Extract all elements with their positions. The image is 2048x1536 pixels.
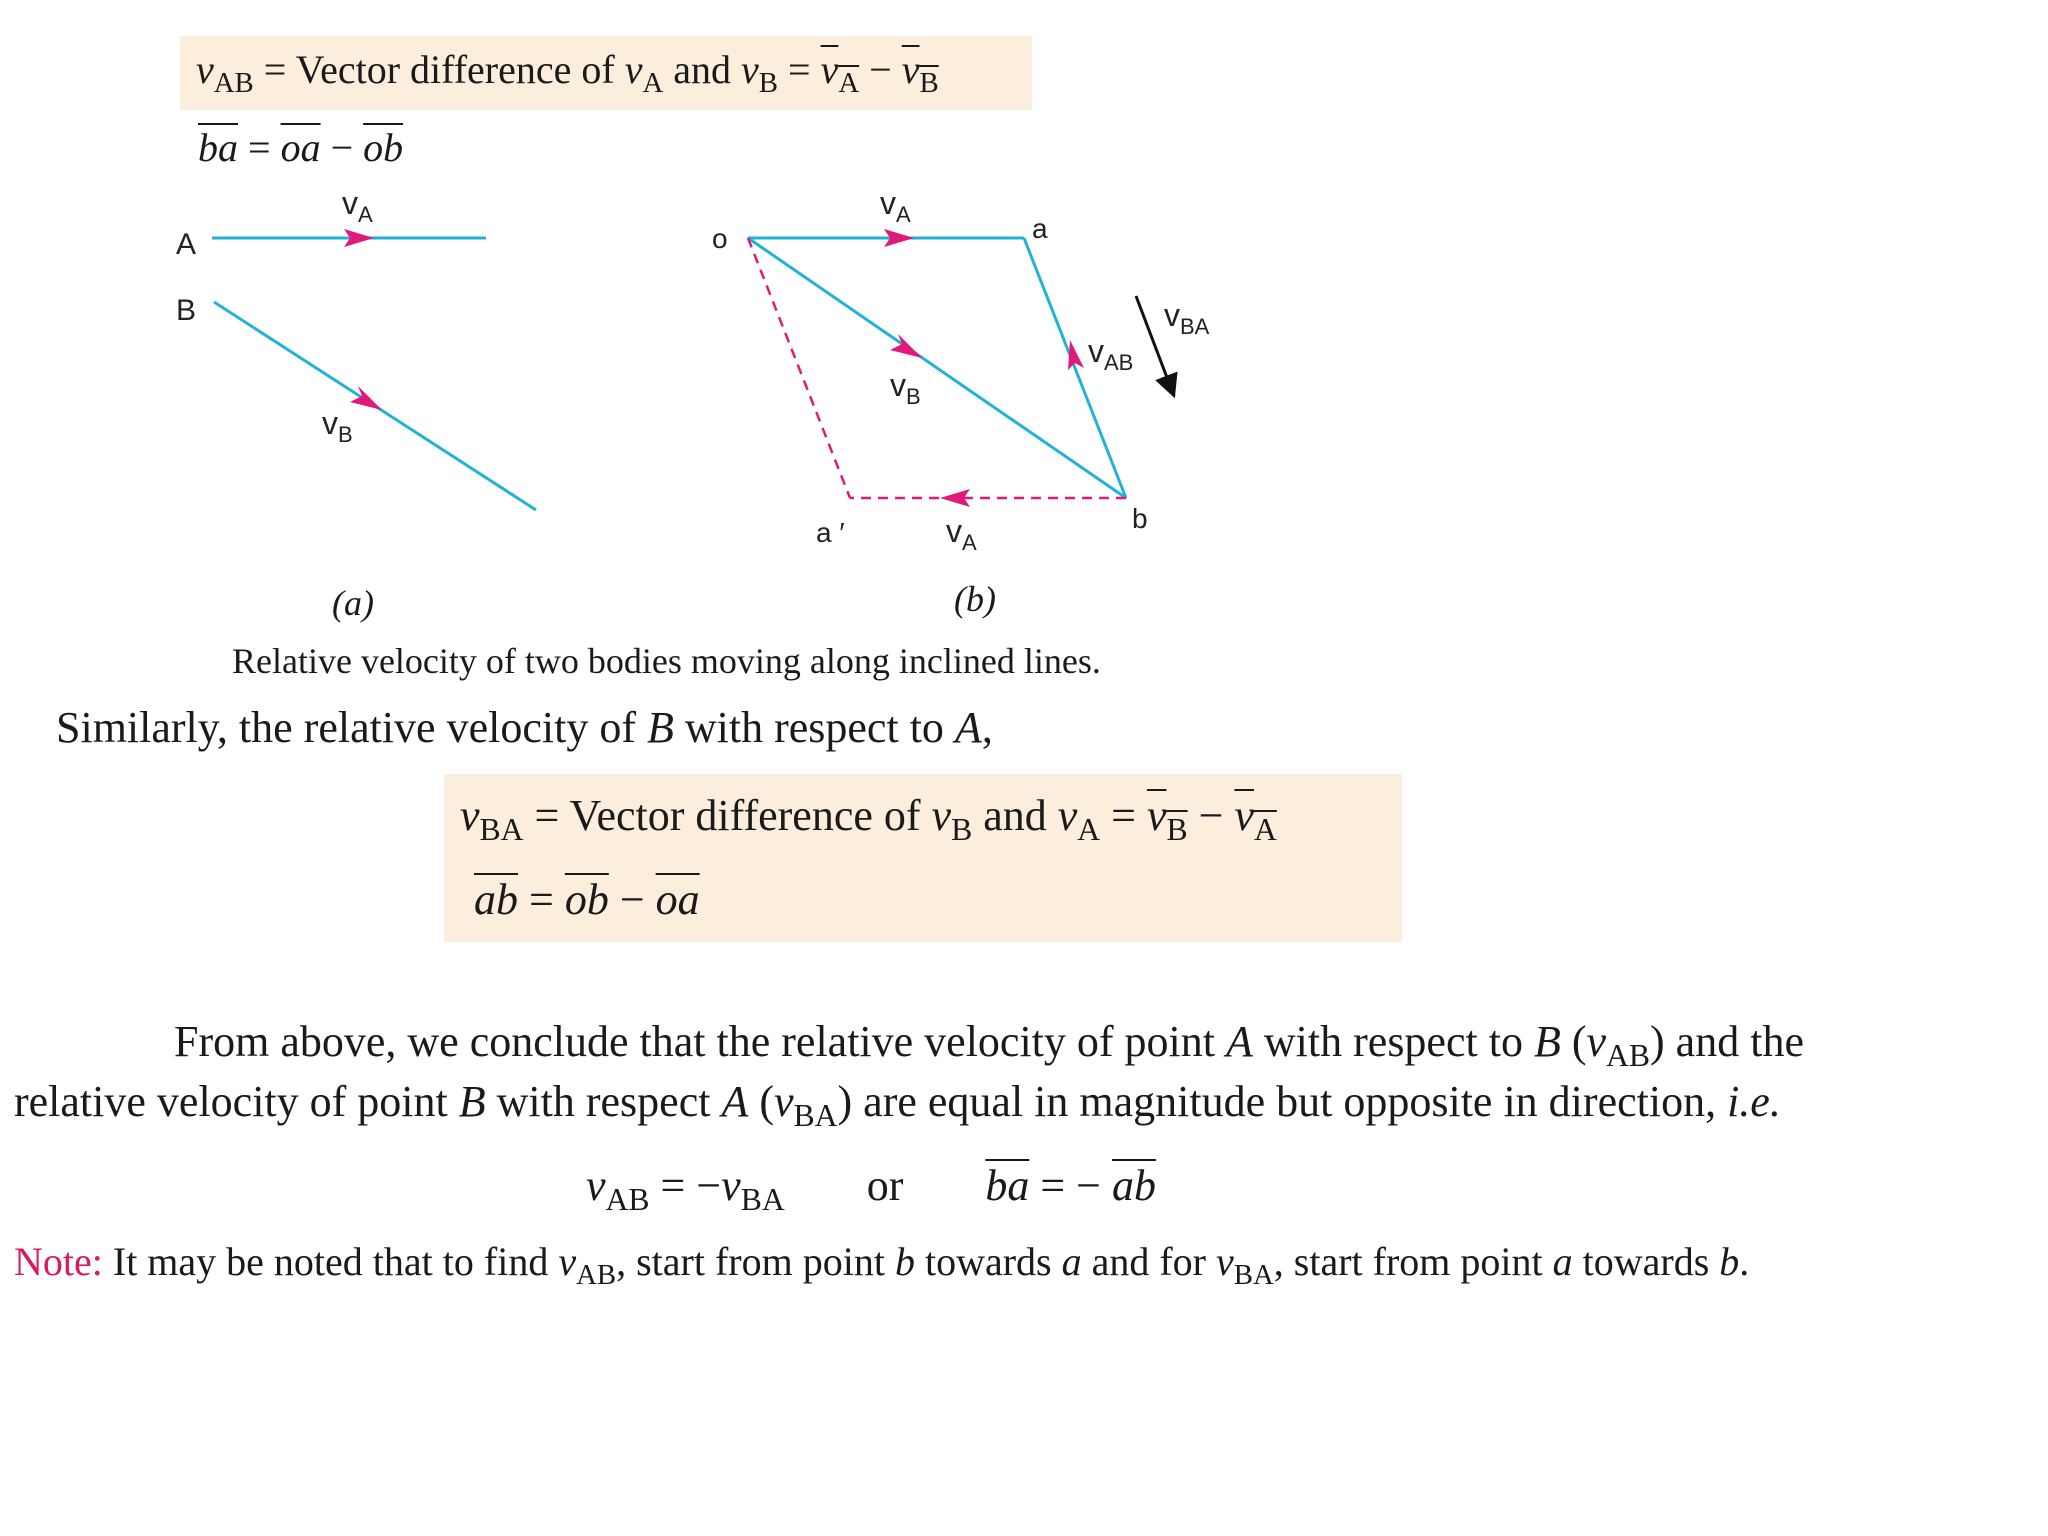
eq-vector: $\overline{ba}$ (198, 125, 238, 170)
eq-subscript: AB (1606, 1038, 1651, 1074)
eq-symbol: v (1057, 791, 1078, 840)
text: ) and the (1650, 1017, 1804, 1066)
text: with respect to (684, 703, 944, 752)
text: with respect to (1263, 1017, 1523, 1066)
eq-text: − (619, 875, 645, 924)
eq-vector: $\overline{ba}$ (985, 1161, 1030, 1210)
text: , start from point (616, 1239, 885, 1284)
text: ( (1571, 1017, 1587, 1066)
text: B (458, 1077, 486, 1126)
eq-text: = Vector difference of (534, 791, 921, 840)
velocity-diagram (0, 0, 2048, 680)
similarly-sentence (56, 702, 993, 753)
text: a (1061, 1239, 1082, 1284)
eq-text: and (673, 47, 732, 92)
eq-subscript: A (838, 67, 860, 100)
eq-vector: $\overline{oa}$ (280, 125, 321, 170)
vector-oa-prime (748, 238, 850, 498)
eq-subscript: AB (213, 67, 254, 100)
middle-equation-line2 (474, 874, 700, 925)
middle-equation-line1 (460, 790, 1277, 848)
label-B: B (176, 294, 197, 327)
text: A (954, 703, 982, 752)
eq-subscript: BA (740, 1182, 785, 1218)
arrow-vAB (1068, 340, 1084, 370)
text: towards (1582, 1239, 1710, 1284)
eq-text: − (1198, 791, 1224, 840)
arrow-vB (350, 386, 382, 410)
text: towards (924, 1239, 1052, 1284)
eq-symbol: v (1216, 1239, 1234, 1284)
eq-vector: $\overline{ab}$ (1112, 1161, 1156, 1210)
text: relative velocity of point (14, 1077, 448, 1126)
text: A (1226, 1017, 1253, 1066)
eq-symbol: v (624, 47, 643, 92)
label-vB: $v_B$ (322, 405, 353, 447)
eq-text: = (1111, 791, 1136, 840)
eq-symbol: v (741, 47, 759, 92)
figure-b (712, 185, 1210, 555)
eq-vector: $\overline{ob}$ (564, 875, 609, 924)
eq-symbol: v (1234, 791, 1254, 840)
conclusion-line2 (14, 1076, 1781, 1134)
figure-b-caption: (b) (954, 579, 996, 619)
note-label: Note: (14, 1239, 103, 1284)
eq-vector: $\overline{ab}$ (474, 875, 518, 924)
eq-text: = (788, 47, 811, 92)
label-a-prime: a ′ (816, 517, 845, 548)
eq-subscript: AB (605, 1182, 650, 1218)
eq-subscript: AB (576, 1259, 617, 1292)
text: b (1719, 1239, 1740, 1284)
eq-subscript: B (951, 812, 973, 848)
text: , start from point (1273, 1239, 1543, 1284)
eq-subscript: BA (479, 812, 524, 848)
eq-symbol: v (931, 791, 952, 840)
label-vAB: $v_{AB}$ (1088, 333, 1134, 375)
note-line (14, 1238, 1749, 1292)
eq-symbol: v (901, 47, 920, 92)
eq-symbol: v (820, 47, 839, 92)
figure-a (176, 185, 536, 510)
eq-symbol: v (721, 1161, 741, 1210)
label-b: b (1132, 503, 1148, 534)
eq-text: and (983, 791, 1047, 840)
label-o: o (712, 223, 728, 254)
label-vA-bottom: $v_A$ (946, 513, 977, 555)
text: B (646, 703, 674, 752)
text: It may be noted that to find (112, 1239, 549, 1284)
text: B (1533, 1017, 1561, 1066)
eq-subscript: A (1077, 812, 1101, 848)
final-equation (586, 1160, 1156, 1218)
label-A: A (176, 228, 197, 261)
eq-symbol: v (558, 1239, 577, 1284)
eq-symbol: v (774, 1077, 794, 1126)
eq-text: = Vector difference of (263, 47, 615, 92)
text: , (981, 703, 993, 752)
eq-text: = (248, 125, 271, 170)
label-vA-top: $v_A$ (880, 185, 911, 227)
text: with respect (496, 1077, 711, 1126)
text: ( (759, 1077, 774, 1126)
label-a: a (1032, 213, 1048, 244)
eq-subscript: B (1166, 812, 1188, 848)
text: A (721, 1077, 749, 1126)
eq-subscript: BA (1233, 1259, 1274, 1292)
label-vA: $v_A$ (342, 185, 373, 227)
eq-symbol: v (586, 1161, 606, 1210)
eq-text: or (866, 1161, 904, 1210)
eq-symbol: v (460, 791, 480, 840)
text: and for (1091, 1239, 1207, 1284)
eq-symbol: v (1146, 791, 1167, 840)
figure-a-caption: (a) (332, 583, 374, 623)
eq-vector: $\overline{ob}$ (363, 125, 404, 170)
eq-subscript: A (642, 67, 664, 100)
text: . (1739, 1239, 1750, 1284)
label-vB: $v_B$ (890, 367, 921, 409)
text: Similarly, the relative velocity of (56, 703, 636, 752)
eq-text: − (330, 125, 354, 170)
eq-vector: $\overline{oa}$ (655, 875, 700, 924)
eq-text: = (529, 875, 554, 924)
eq-subscript: BA (793, 1098, 838, 1134)
text: b (894, 1239, 915, 1284)
label-vBA: $v_{BA}$ (1164, 297, 1210, 339)
eq-text: = − (1040, 1161, 1101, 1210)
eq-subscript: B (758, 67, 779, 100)
eq-subscript: A (1253, 812, 1277, 848)
eq-subscript: B (919, 67, 939, 100)
text: ) are equal in magnitude but opposite in direction, (837, 1077, 1717, 1126)
conclusion-line1 (174, 1016, 1804, 1074)
eq-symbol: v (196, 47, 214, 92)
eq-symbol: v (1586, 1017, 1607, 1066)
text: i.e. (1727, 1077, 1781, 1126)
figure-caption: Relative velocity of two bodies moving along inclined lines. (232, 641, 1101, 681)
eq-text: − (869, 47, 892, 92)
eq-text: = − (660, 1161, 722, 1210)
text: From above, we conclude that the relative velocity of point (174, 1017, 1216, 1066)
text: a (1552, 1239, 1573, 1284)
